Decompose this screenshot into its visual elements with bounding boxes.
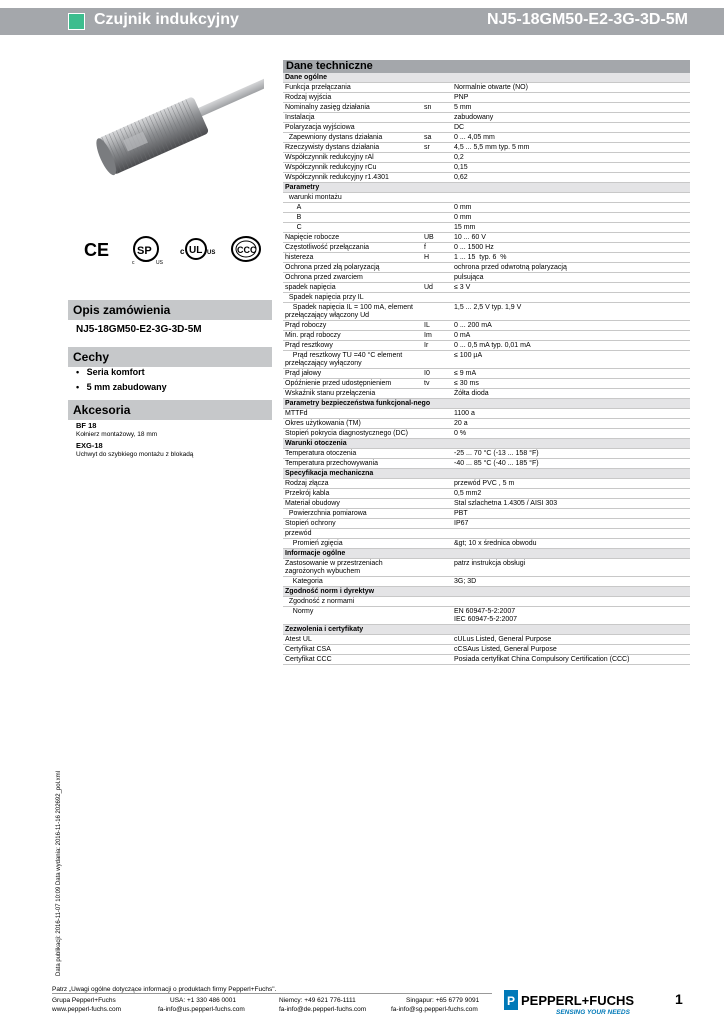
param-name: histereza <box>283 253 422 263</box>
param-value: Żółta dioda <box>452 389 690 399</box>
datasheet-row <box>283 283 690 293</box>
datasheet-row <box>283 341 690 351</box>
param-symbol <box>422 213 452 223</box>
param-name: Prąd roboczy <box>283 321 422 331</box>
param-symbol <box>422 429 452 439</box>
param-value: 0 ... 0,5 mA typ. 0,01 mA <box>452 341 690 351</box>
param-name: Częstotliwość przełączania <box>283 243 422 253</box>
certification-marks <box>80 232 270 268</box>
param-symbol <box>422 303 452 321</box>
ccc-mark-icon <box>232 237 260 261</box>
param-value: -40 ... 85 °C (-40 ... 185 °F) <box>452 459 690 469</box>
footer-col-3-l2[interactable]: fa-info@de.pepperl-fuchs.com <box>279 1006 367 1013</box>
datasheet-row <box>283 223 690 233</box>
datasheet-section-row <box>283 625 690 635</box>
param-name: Min. prąd roboczy <box>283 331 422 341</box>
param-value: ≤ 100 µA <box>452 351 690 369</box>
section-heading: Parametry <box>283 183 690 193</box>
param-value: 15 mm <box>452 223 690 233</box>
param-symbol: f <box>422 243 452 253</box>
accessory-code: BF 18 <box>76 421 97 430</box>
param-value: 0 ... 1500 Hz <box>452 243 690 253</box>
param-name: Prąd resztkowy <box>283 341 422 351</box>
param-value: ≤ 9 mA <box>452 369 690 379</box>
param-value: przewód PVC , 5 m <box>452 479 690 489</box>
page-number: 1 <box>675 991 683 1007</box>
param-symbol: sr <box>422 143 452 153</box>
footer-col-1-l1: Grupa Pepperl+Fuchs <box>52 997 116 1004</box>
datasheet-row <box>283 213 690 223</box>
datasheet-row <box>283 321 690 331</box>
datasheet-row <box>283 429 690 439</box>
footer-col-4-l1: Singapur: +65 6779 9091 <box>406 997 480 1004</box>
param-value: Stal szlachetna 1.4305 / AISI 303 <box>452 499 690 509</box>
param-name: A <box>283 203 422 213</box>
param-value: DC <box>452 123 690 133</box>
datasheet-row <box>283 233 690 243</box>
param-name: Współczynnik redukcyjny rCu <box>283 163 422 173</box>
param-symbol <box>422 597 452 607</box>
datasheet-row <box>283 449 690 459</box>
datasheet-row <box>283 153 690 163</box>
section-heading: Specyfikacja mechaniczna <box>283 469 690 479</box>
param-value: 5 mm <box>452 103 690 113</box>
datasheet-row <box>283 539 690 549</box>
param-symbol: Im <box>422 331 452 341</box>
param-value: 0 mm <box>452 213 690 223</box>
param-symbol <box>422 123 452 133</box>
param-symbol <box>422 263 452 273</box>
datasheet-row <box>283 577 690 587</box>
param-value: 4,5 ... 5,5 mm typ. 5 mm <box>452 143 690 153</box>
param-symbol <box>422 509 452 519</box>
param-value: 1,5 ... 2,5 V typ. 1,9 V <box>452 303 690 321</box>
datasheet-row <box>283 509 690 519</box>
param-value <box>452 597 690 607</box>
param-value: 0,2 <box>452 153 690 163</box>
param-symbol <box>422 153 452 163</box>
sensor-product-image <box>84 52 264 202</box>
csa-mark-icon <box>132 237 164 266</box>
datasheet-row <box>283 597 690 607</box>
accessories-section-title: Akcesoria <box>68 400 272 420</box>
param-symbol <box>422 419 452 429</box>
param-value: PBT <box>452 509 690 519</box>
param-name: Zapewniony dystans działania <box>283 133 422 143</box>
section-heading: Dane ogólne <box>283 73 690 83</box>
param-name: Powierzchnia pomiarowa <box>283 509 422 519</box>
param-symbol: H <box>422 253 452 263</box>
param-value: -25 ... 70 °C (-13 ... 158 °F) <box>452 449 690 459</box>
param-symbol <box>422 645 452 655</box>
order-section-title: Opis zamówienia <box>68 300 272 320</box>
datasheet-row <box>283 369 690 379</box>
param-name: Rodzaj wyjścia <box>283 93 422 103</box>
param-symbol <box>422 479 452 489</box>
param-value: pulsująca <box>452 273 690 283</box>
datasheet-row <box>283 559 690 577</box>
param-name: Certyfikat CSA <box>283 645 422 655</box>
param-value <box>452 193 690 203</box>
param-name: Ochrona przed złą polaryzacją <box>283 263 422 273</box>
datasheet-row <box>283 607 690 625</box>
param-value: 20 a <box>452 419 690 429</box>
datasheet-row <box>283 93 690 103</box>
param-name: Materiał obudowy <box>283 499 422 509</box>
footer-divider <box>52 993 492 994</box>
param-value: ≤ 30 ms <box>452 379 690 389</box>
param-value: 10 ... 60 V <box>452 233 690 243</box>
datasheet-section-row <box>283 469 690 479</box>
param-symbol <box>422 449 452 459</box>
param-symbol <box>422 83 452 93</box>
header-bar <box>0 8 724 35</box>
param-value: PNP <box>452 93 690 103</box>
param-symbol <box>422 559 452 577</box>
datasheet-row <box>283 331 690 341</box>
csa-c-label: c <box>132 260 135 266</box>
section-heading: Zezwolenia i certyfikaty <box>283 625 690 635</box>
param-value: EN 60947-5-2:2007 IEC 60947-5-2:2007 <box>452 607 690 625</box>
section-heading: Informacje ogólne <box>283 549 690 559</box>
footer-col-4-l2[interactable]: fa-info@sg.pepperl-fuchs.com <box>391 1006 478 1013</box>
svg-text:SP: SP <box>137 245 152 257</box>
param-name: Napięcie robocze <box>283 233 422 243</box>
datasheet-section-row <box>283 73 690 83</box>
ce-mark-icon <box>84 240 109 260</box>
param-symbol <box>422 173 452 183</box>
feature-label: 5 mm zabudowany <box>86 382 167 392</box>
param-symbol: tv <box>422 379 452 389</box>
param-symbol: Ud <box>422 283 452 293</box>
param-name: Ochrona przed zwarciem <box>283 273 422 283</box>
param-value: zabudowany <box>452 113 690 123</box>
param-value: ≤ 3 V <box>452 283 690 293</box>
datasheet-row <box>283 103 690 113</box>
param-name: Polaryzacja wyjściowa <box>283 123 422 133</box>
param-symbol <box>422 539 452 549</box>
param-symbol <box>422 93 452 103</box>
svg-text:CE: CE <box>84 240 110 260</box>
accessory-desc: Kołnierz montażowy, 18 mm <box>76 431 158 438</box>
ul-us-label: US <box>207 250 216 256</box>
param-name: warunki montażu <box>283 193 422 203</box>
param-name: Współczynnik redukcyjny rAl <box>283 153 422 163</box>
param-name: Spadek napięcia przy IL <box>283 293 422 303</box>
svg-text:UL: UL <box>189 245 203 256</box>
param-name: Spadek napięcia IL = 100 mA, element przełączający włączony Ud <box>283 303 422 321</box>
datasheet-row <box>283 389 690 399</box>
param-name: Normy <box>283 607 422 625</box>
param-value: Normalnie otwarte (NO) <box>452 83 690 93</box>
param-symbol <box>422 459 452 469</box>
param-symbol <box>422 529 452 539</box>
model-title: NJ5-18GM50-E2-3G-3D-5M <box>487 11 688 28</box>
param-value: Posiada certyfikat China Compulsory Certification (CCC) <box>452 655 690 665</box>
param-name: B <box>283 213 422 223</box>
param-symbol <box>422 351 452 369</box>
datasheet-row <box>283 193 690 203</box>
param-name: Prąd jałowy <box>283 369 422 379</box>
param-value: 3G; 3D <box>452 577 690 587</box>
param-symbol: Ir <box>422 341 452 351</box>
footer-col-1-l2[interactable]: www.pepperl-fuchs.com <box>52 1006 121 1013</box>
param-name: Przekrój kabla <box>283 489 422 499</box>
param-symbol <box>422 193 452 203</box>
param-name: Zgodność z normami <box>283 597 422 607</box>
param-name: Temperatura przechowywania <box>283 459 422 469</box>
param-value: 0,5 mm2 <box>452 489 690 499</box>
param-value: cCSAus Listed, General Purpose <box>452 645 690 655</box>
datasheet-row <box>283 243 690 253</box>
param-symbol <box>422 273 452 283</box>
param-symbol <box>422 635 452 645</box>
publication-info <box>55 728 63 978</box>
datasheet-row <box>283 293 690 303</box>
brand-name: PEPPERL+FUCHS <box>521 993 635 1008</box>
param-symbol <box>422 389 452 399</box>
param-name: Wskaźnik stanu przełączenia <box>283 389 422 399</box>
section-heading: Warunki otoczenia <box>283 439 690 449</box>
param-name: Stopień pokrycia diagnostycznego (DC) <box>283 429 422 439</box>
datasheet-row <box>283 253 690 263</box>
param-value <box>452 293 690 303</box>
param-value: 0 mm <box>452 203 690 213</box>
datasheet-section-row <box>283 549 690 559</box>
param-value: &gt; 10 x średnica obwodu <box>452 539 690 549</box>
datasheet-row <box>283 635 690 645</box>
feature-item: • Seria komfort <box>76 367 145 377</box>
svg-text:P: P <box>507 994 516 1008</box>
footer-col-2-l1: USA: +1 330 486 0001 <box>170 997 236 1004</box>
datasheet-row <box>283 459 690 469</box>
param-symbol: IL <box>422 321 452 331</box>
param-name: Rodzaj złącza <box>283 479 422 489</box>
param-name: Rzeczywisty dystans działania <box>283 143 422 153</box>
param-symbol <box>422 499 452 509</box>
ul-c-label: c <box>180 247 185 256</box>
param-symbol <box>422 519 452 529</box>
param-symbol <box>422 489 452 499</box>
param-value: IP67 <box>452 519 690 529</box>
param-symbol <box>422 203 452 213</box>
param-name: Temperatura otoczenia <box>283 449 422 459</box>
publication-text: Data publikacji: 2016-11-07 10:09 Data wydania: 2016-11-16 202692_pol.xml <box>56 771 62 976</box>
param-name: MTTFd <box>283 409 422 419</box>
param-name: Prąd resztkowy TU =40 °C element przełączający wyłączony <box>283 351 422 369</box>
param-name: spadek napięcia <box>283 283 422 293</box>
datasheet-section-row <box>283 399 690 409</box>
param-value: 0,62 <box>452 173 690 183</box>
datasheet-row <box>283 163 690 173</box>
param-name: C <box>283 223 422 233</box>
accessory-desc: Uchwyt do szybkiego montażu z blokadą <box>76 451 194 458</box>
param-value: patrz instrukcja obsługi <box>452 559 690 577</box>
datasheet-row <box>283 489 690 499</box>
page-title: Czujnik indukcyjny <box>94 11 239 28</box>
header-square-icon <box>68 13 85 30</box>
datasheet-row <box>283 379 690 389</box>
param-name: Okres użytkowania (TM) <box>283 419 422 429</box>
param-name: Stopień ochrony <box>283 519 422 529</box>
param-name: Certyfikat CCC <box>283 655 422 665</box>
datasheet-row <box>283 419 690 429</box>
footer-col-2-l2[interactable]: fa-info@us.pepperl-fuchs.com <box>158 1006 245 1013</box>
datasheet-row <box>283 499 690 509</box>
datasheet-section-row <box>283 587 690 597</box>
ul-mark-icon <box>180 239 215 259</box>
section-heading: Zgodność norm i dyrektyw <box>283 587 690 597</box>
param-value <box>452 529 690 539</box>
datasheet-row <box>283 519 690 529</box>
feature-item: • 5 mm zabudowany <box>76 382 167 392</box>
param-symbol: sn <box>422 103 452 113</box>
param-name: Nominalny zasięg działania <box>283 103 422 113</box>
param-symbol: sa <box>422 133 452 143</box>
datasheet-section-row <box>283 439 690 449</box>
param-name: Kategoria <box>283 577 422 587</box>
param-value: 1 ... 15 typ. 6 % <box>452 253 690 263</box>
datasheet-title: Dane techniczne <box>283 60 690 73</box>
param-value: 0,15 <box>452 163 690 173</box>
datasheet-row <box>283 113 690 123</box>
datasheet-row <box>283 173 690 183</box>
pepperl-fuchs-logo <box>504 990 644 1016</box>
footer-note: Patrz „Uwagi ogólne dotyczące informacji o produktach firmy Pepperl+Fuchs". <box>52 986 277 993</box>
param-symbol <box>422 607 452 625</box>
param-name: Promień zgięcia <box>283 539 422 549</box>
datasheet-row <box>283 303 690 321</box>
feature-label: Seria komfort <box>86 367 145 377</box>
param-value: 0 % <box>452 429 690 439</box>
param-name: Funkcja przełączania <box>283 83 422 93</box>
param-value: ochrona przed odwrotną polaryzacją <box>452 263 690 273</box>
datasheet-row <box>283 263 690 273</box>
param-symbol <box>422 293 452 303</box>
param-value: 0 ... 200 mA <box>452 321 690 331</box>
datasheet-row <box>283 409 690 419</box>
param-symbol <box>422 655 452 665</box>
datasheet-row <box>283 83 690 93</box>
features-section-title: Cechy <box>68 347 272 367</box>
param-value: 0 ... 4,05 mm <box>452 133 690 143</box>
param-symbol: I0 <box>422 369 452 379</box>
param-name: Zastosowanie w przestrzeniach zagrożonych wybuchem <box>283 559 422 577</box>
param-value: 0 mA <box>452 331 690 341</box>
brand-tagline: SENSING YOUR NEEDS <box>556 1009 630 1016</box>
footer-col-3-l1: Niemcy: +49 621 776-1111 <box>279 997 356 1004</box>
order-code: NJ5-18GM50-E2-3G-3D-5M <box>76 324 202 335</box>
datasheet-row <box>283 529 690 539</box>
param-symbol <box>422 163 452 173</box>
param-name: przewód <box>283 529 422 539</box>
param-name: Instalacja <box>283 113 422 123</box>
section-heading: Parametry bezpieczeństwa funkcjonal-nego <box>283 399 690 409</box>
datasheet-table <box>283 73 690 665</box>
datasheet-row <box>283 203 690 213</box>
datasheet-row <box>283 655 690 665</box>
datasheet-row <box>283 143 690 153</box>
param-symbol <box>422 577 452 587</box>
param-symbol <box>422 113 452 123</box>
datasheet-section-row <box>283 183 690 193</box>
datasheet-row <box>283 479 690 489</box>
param-symbol <box>422 223 452 233</box>
param-name: Atest UL <box>283 635 422 645</box>
param-symbol <box>422 409 452 419</box>
param-name: Opóźnienie przed udostępnieniem <box>283 379 422 389</box>
datasheet-row <box>283 123 690 133</box>
datasheet-row <box>283 645 690 655</box>
svg-text:CCC: CCC <box>237 245 257 255</box>
accessory-code: EXG-18 <box>76 441 103 450</box>
datasheet-row <box>283 273 690 283</box>
datasheet-row <box>283 351 690 369</box>
csa-us-label: US <box>156 260 163 266</box>
param-name: Współczynnik redukcyjny r1.4301 <box>283 173 422 183</box>
datasheet-row <box>283 133 690 143</box>
param-value: 1100 a <box>452 409 690 419</box>
param-value: cULus Listed, General Purpose <box>452 635 690 645</box>
param-symbol: UB <box>422 233 452 243</box>
